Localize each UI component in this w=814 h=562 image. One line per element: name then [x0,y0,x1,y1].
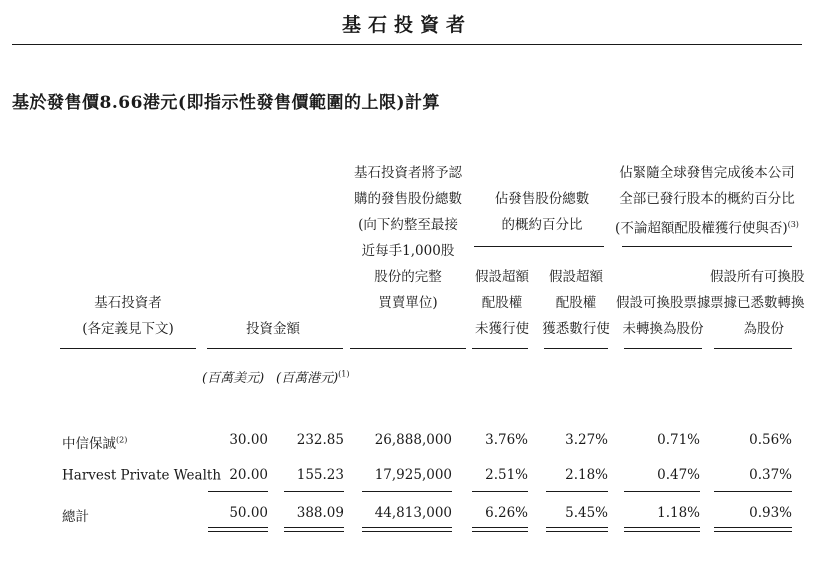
cell-offer-pct-2: 2.18% [565,467,608,483]
header-rule-offer-exercised [544,348,608,349]
total-double-rule-p3 [624,527,700,528]
header-global-pct-group: 佔緊隨全球發售完成後本公司 全部已發行股本的概約百分比 (不論超額配股權獲行使與否)$^{(3)}$ [615,165,799,237]
header-offer-not-exercised: 假設超額 配股權 未獲行使 [475,269,529,337]
header-investor: 基石投資者 (各定義見下文) [82,295,174,337]
header-rule-global-group [622,246,792,247]
cell-global-pct-2-total: 0.93% [749,505,792,521]
subtotal-rule-p3 [624,491,700,492]
total-double-rule-p2 [546,527,608,528]
header-rule-global-convert [624,348,702,349]
cell-global-pct-2: 0.56% [749,432,792,448]
header-rule-offer-not-exercised [472,348,528,349]
cell-usd: 20.00 [229,467,268,483]
table-row-name: Harvest Private Wealth [62,467,222,484]
cell-offer-pct-2-total: 5.45% [565,505,608,521]
total-double-rule-hkd [284,531,344,532]
cell-shares-total: 44,813,000 [374,505,452,521]
subtotal-rule-p1 [472,491,528,492]
table-row-total-label: 總計 [62,509,89,525]
cell-global-pct-1: 0.47% [657,467,700,483]
cell-offer-pct-1-total: 6.26% [485,505,528,521]
cell-global-pct-2: 0.37% [749,467,792,483]
table-subtitle: 基於發售價8.66港元(即指示性發售價範圍的上限)計算 [12,93,440,113]
header-rule-offer-group [474,246,604,247]
header-rule-amount [207,348,343,349]
header-global-all-convert: 假設所有可換股 票據已悉數轉換 為股份 [710,269,805,337]
header-offer-exercised: 假設超額 配股權 獲悉數行使 [542,269,610,337]
unit-usd: (百萬美元) [202,371,265,386]
cell-global-pct-1-total: 1.18% [657,505,700,521]
header-rule-shares [350,348,466,349]
total-double-rule-p3 [624,531,700,532]
total-double-rule-p4 [714,527,792,528]
subtotal-rule-p4 [714,491,792,492]
header-amount: 投資金額 [246,321,300,337]
table-row-name: 中信保誠$^{(2)}$ [62,435,128,452]
header-rule-investor [60,348,196,349]
total-double-rule-p4 [714,531,792,532]
cell-usd-total: 50.00 [229,505,268,521]
cell-usd: 30.00 [229,432,268,448]
total-double-rule-p2 [546,531,608,532]
total-double-rule-usd [208,531,268,532]
subtotal-rule-usd [208,491,268,492]
subtotal-rule-shares [362,491,452,492]
cell-global-pct-1: 0.71% [657,432,700,448]
total-double-rule-p1 [472,527,528,528]
cell-offer-pct-2: 3.27% [565,432,608,448]
header-rule-global-all-convert [714,348,792,349]
title-divider [12,44,802,45]
section-title: 基石投資者 [341,14,472,36]
cell-shares: 17,925,000 [374,467,452,483]
cell-shares: 26,888,000 [374,432,452,448]
cell-hkd: 155.23 [296,467,344,483]
header-global-convert: 假設可換股票據 未轉換為股份 [616,295,711,337]
unit-hkd: (百萬港元)$^{(1)}$ [276,369,350,386]
cell-hkd-total: 388.09 [296,505,344,521]
total-double-rule-usd [208,527,268,528]
subtotal-rule-p2 [546,491,608,492]
total-double-rule-p1 [472,531,528,532]
total-double-rule-shares [362,531,452,532]
cell-offer-pct-1: 2.51% [485,467,528,483]
header-offer-pct-group: 佔發售股份總數 的概約百分比 [494,191,590,233]
total-double-rule-hkd [284,527,344,528]
total-double-rule-shares [362,527,452,528]
cell-hkd: 232.85 [296,432,344,448]
subtotal-rule-hkd [284,491,344,492]
header-shares: 基石投資者將予認 購的發售股份總數 (向下約整至最接 近每手1,000股 股份的完整 買賣單位) [354,165,462,311]
cell-offer-pct-1: 3.76% [485,432,528,448]
